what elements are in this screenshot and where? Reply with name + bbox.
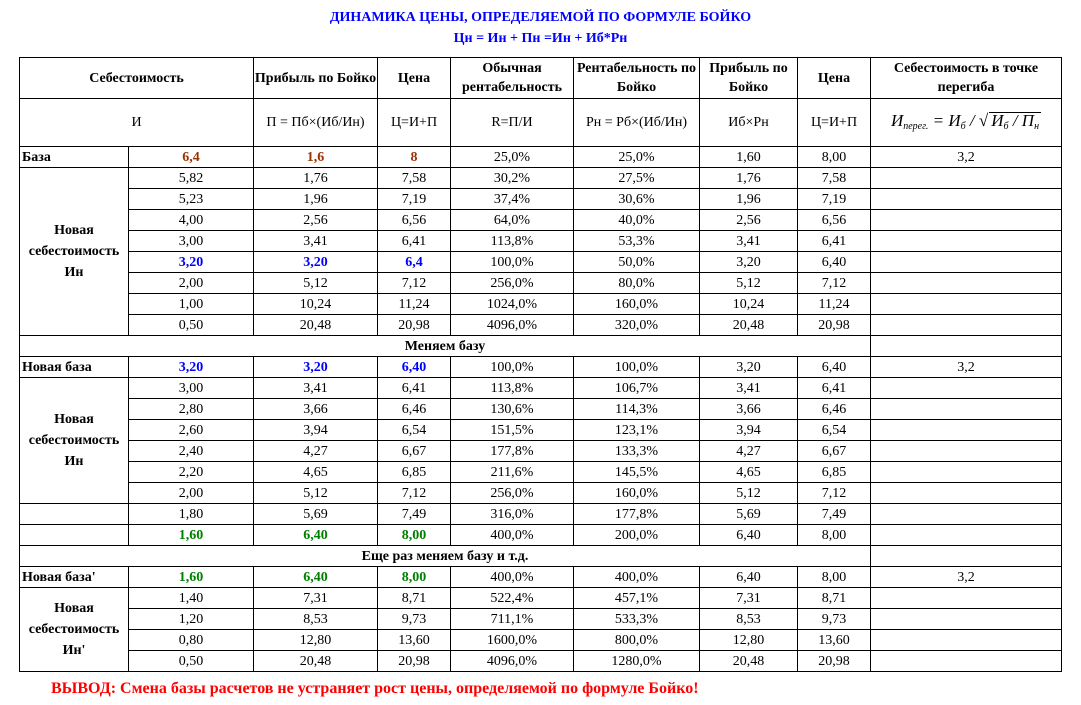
cell-price-2: 6,56 [798,210,871,231]
cell-usual-r: 711,1% [451,609,574,630]
cell-price-2: 6,40 [798,252,871,273]
cell-boyko-r: 40,0% [574,210,700,231]
cell-profit: 6,40 [254,567,378,588]
cell-profit: 3,20 [254,357,378,378]
cell-price-2: 6,46 [798,399,871,420]
group-label: Новая себестоимость Ин' [20,588,129,672]
data-row [20,588,1062,609]
cell-price-2: 9,73 [798,609,871,630]
cell-profit: 12,80 [254,630,378,651]
cell-price: 7,12 [378,483,451,504]
formula-profitability-boyko: Рн = Рб×(Иб/Ин) [574,99,700,147]
section-change-again [20,546,1062,567]
data-row [20,441,1062,462]
group-label: Новая себестоимость Ин [20,168,129,336]
section-gap [871,336,1062,357]
data-row [20,420,1062,441]
base-row [20,357,1062,378]
data-row [20,252,1062,273]
section-gap [871,546,1062,567]
cell-profit: 3,94 [254,420,378,441]
cell-inflection-empty [871,210,1062,231]
cell-price: 6,41 [378,231,451,252]
section-change-base [20,336,1062,357]
cell-price-2: 20,98 [798,315,871,336]
cell-cost: 3,20 [129,357,254,378]
cell-cost: 4,00 [129,210,254,231]
cell-profit: 2,56 [254,210,378,231]
cell-price: 20,98 [378,315,451,336]
cell-cost: 3,00 [129,378,254,399]
cell-cost: 1,60 [129,525,254,546]
cell-inflection-empty [871,609,1062,630]
cell-usual-r: 4096,0% [451,315,574,336]
cell-boyko-r: 160,0% [574,294,700,315]
cell-profit: 1,6 [254,147,378,168]
cell-profit-2: 8,53 [700,609,798,630]
cell-usual-r: 25,0% [451,147,574,168]
cell-cost: 2,60 [129,420,254,441]
data-row [20,609,1062,630]
cell-price: 13,60 [378,630,451,651]
cell-cost: 1,20 [129,609,254,630]
cell-profit-2: 3,41 [700,231,798,252]
cell-profit-2: 3,66 [700,399,798,420]
cell-inflection-empty [871,252,1062,273]
cell-profit-2: 5,12 [700,483,798,504]
cell-boyko-r: 114,3% [574,399,700,420]
cell-cost: 0,80 [129,630,254,651]
cell-profit-2: 10,24 [700,294,798,315]
cell-boyko-r: 50,0% [574,252,700,273]
cell-price: 6,46 [378,399,451,420]
group-label: Новая себестоимость Ин [20,378,129,504]
cell-boyko-r: 400,0% [574,567,700,588]
cell-cost: 1,00 [129,294,254,315]
cell-inflection-empty [871,168,1062,189]
cell-price: 11,24 [378,294,451,315]
cell-price: 7,49 [378,504,451,525]
cell-inflection-empty [871,441,1062,462]
cell-cost: 0,50 [129,315,254,336]
cell-boyko-r: 800,0% [574,630,700,651]
cell-usual-r: 100,0% [451,357,574,378]
cell-usual-r: 400,0% [451,525,574,546]
cell-boyko-r: 100,0% [574,357,700,378]
data-row [20,378,1062,399]
cell-boyko-r: 27,5% [574,168,700,189]
cell-price: 6,4 [378,252,451,273]
cell-price: 20,98 [378,651,451,672]
cell-price: 8 [378,147,451,168]
cell-price-2: 6,41 [798,378,871,399]
cell-price: 6,41 [378,378,451,399]
cell-cost: 5,23 [129,189,254,210]
cell-price-2: 6,67 [798,441,871,462]
cell-usual-r: 211,6% [451,462,574,483]
cell-inflection-empty [871,420,1062,441]
cell-profit-2: 20,48 [700,315,798,336]
formula-inflection-cost [871,99,1062,147]
formula-usual-profitability: R=П/И [451,99,574,147]
cell-price: 7,58 [378,168,451,189]
page-subtitle-formula: Цн = Ин + Пн =Ин + Иб*Рн [453,31,628,46]
formula-cost: И [20,99,254,147]
inflection-formula: $И_{перег.} = И_б$ / √ $И_б / П_н$ [890,110,1040,132]
cell-price: 8,00 [378,567,451,588]
data-row [20,525,1062,546]
header-inflection-cost: Себестоимость в точке перегиба [871,58,1062,99]
data-row [20,630,1062,651]
cell-inflection-empty [871,189,1062,210]
cell-profit-2: 3,41 [700,378,798,399]
cell-boyko-r: 80,0% [574,273,700,294]
cell-inflection-empty [871,231,1062,252]
cell-boyko-r: 457,1% [574,588,700,609]
base-label: База [20,147,129,168]
cell-profit: 4,65 [254,462,378,483]
cell-profit: 7,31 [254,588,378,609]
cell-usual-r: 130,6% [451,399,574,420]
cell-usual-r: 30,2% [451,168,574,189]
cell-price-2: 8,00 [798,525,871,546]
cell-profit: 20,48 [254,315,378,336]
cell-profit-2: 3,20 [700,357,798,378]
header-row-titles [20,58,1062,99]
cell-usual-r: 64,0% [451,210,574,231]
cell-usual-r: 4096,0% [451,651,574,672]
cell-inflection-empty [871,588,1062,609]
price-dynamics-table [19,57,1062,672]
cell-price: 6,85 [378,462,451,483]
header-profit-boyko: Прибыль по Бойко [254,58,378,99]
cell-price-2: 11,24 [798,294,871,315]
cell-profit: 1,76 [254,168,378,189]
cell-boyko-r: 25,0% [574,147,700,168]
cell-usual-r: 316,0% [451,504,574,525]
cell-inflection-empty [871,651,1062,672]
cell-inflection-empty [871,525,1062,546]
cell-price-2: 8,00 [798,147,871,168]
cell-cost: 3,00 [129,231,254,252]
cell-cost: 2,40 [129,441,254,462]
cell-cost: 3,20 [129,252,254,273]
cell-profit: 6,40 [254,525,378,546]
section-title: Меняем базу [20,336,871,357]
cell-price-2: 6,41 [798,231,871,252]
cell-usual-r: 1600,0% [451,630,574,651]
cell-cost: 2,00 [129,273,254,294]
cell-profit: 10,24 [254,294,378,315]
group-label-empty [20,504,129,525]
cell-cost: 1,40 [129,588,254,609]
cell-usual-r: 113,8% [451,378,574,399]
header-price: Цена [378,58,451,99]
cell-boyko-r: 123,1% [574,420,700,441]
header-profitability-boyko: Рентабельность по Бойко [574,58,700,99]
cell-profit-2: 12,80 [700,630,798,651]
cell-profit: 20,48 [254,651,378,672]
cell-price-2: 13,60 [798,630,871,651]
cell-profit-2: 3,94 [700,420,798,441]
formula-price-2: Ц=И+П [798,99,871,147]
cell-profit-2: 5,12 [700,273,798,294]
cell-profit: 5,12 [254,273,378,294]
cell-profit-2: 6,40 [700,567,798,588]
header-cost: Себестоимость [20,58,254,99]
cell-inflection: 3,2 [871,567,1062,588]
base-row [20,147,1062,168]
cell-cost: 2,00 [129,483,254,504]
cell-price-2: 7,19 [798,189,871,210]
data-row [20,210,1062,231]
data-row [20,483,1062,504]
cell-price-2: 7,12 [798,483,871,504]
cell-cost: 0,50 [129,651,254,672]
cell-profit: 5,12 [254,483,378,504]
cell-boyko-r: 53,3% [574,231,700,252]
cell-profit: 3,20 [254,252,378,273]
cell-profit-2: 4,27 [700,441,798,462]
cell-cost: 2,80 [129,399,254,420]
cell-usual-r: 1024,0% [451,294,574,315]
cell-profit: 4,27 [254,441,378,462]
cell-price: 6,54 [378,420,451,441]
cell-cost: 1,80 [129,504,254,525]
cell-inflection-empty [871,504,1062,525]
cell-profit-2: 5,69 [700,504,798,525]
cell-price: 8,00 [378,525,451,546]
cell-price-2: 6,54 [798,420,871,441]
cell-price-2: 8,00 [798,567,871,588]
cell-price-2: 6,85 [798,462,871,483]
cell-profit: 5,69 [254,504,378,525]
cell-price: 6,40 [378,357,451,378]
cell-inflection-empty [871,630,1062,651]
cell-boyko-r: 30,6% [574,189,700,210]
cell-boyko-r: 133,3% [574,441,700,462]
cell-boyko-r: 160,0% [574,483,700,504]
formula-profit: П = Пб×(Иб/Ин) [254,99,378,147]
header-usual-profitability: Обычная рентабельность [451,58,574,99]
data-row [20,294,1062,315]
cell-cost: 6,4 [129,147,254,168]
cell-inflection-empty [871,399,1062,420]
data-row [20,651,1062,672]
data-row [20,273,1062,294]
cell-boyko-r: 320,0% [574,315,700,336]
formula-price: Ц=И+П [378,99,451,147]
cell-usual-r: 522,4% [451,588,574,609]
cell-profit-2: 1,76 [700,168,798,189]
header-price-2: Цена [798,58,871,99]
cell-usual-r: 37,4% [451,189,574,210]
cell-profit: 8,53 [254,609,378,630]
cell-price-2: 7,12 [798,273,871,294]
cell-usual-r: 151,5% [451,420,574,441]
conclusion-text: ВЫВОД: Смена базы расчетов не устраняет рост цены, определяемой по формуле Бойко! [51,680,699,697]
cell-usual-r: 256,0% [451,483,574,504]
cell-boyko-r: 106,7% [574,378,700,399]
cell-usual-r: 100,0% [451,252,574,273]
cell-price: 9,73 [378,609,451,630]
data-row [20,315,1062,336]
cell-cost: 2,20 [129,462,254,483]
cell-inflection-empty [871,483,1062,504]
cell-price: 6,56 [378,210,451,231]
cell-boyko-r: 200,0% [574,525,700,546]
cell-usual-r: 113,8% [451,231,574,252]
data-row [20,189,1062,210]
base-row [20,567,1062,588]
cell-profit: 3,66 [254,399,378,420]
data-row [20,399,1062,420]
cell-price: 8,71 [378,588,451,609]
data-row [20,168,1062,189]
cell-profit-2: 4,65 [700,462,798,483]
cell-price-2: 6,40 [798,357,871,378]
cell-usual-r: 400,0% [451,567,574,588]
cell-inflection-empty [871,315,1062,336]
section-title: Еще раз меняем базу и т.д. [20,546,871,567]
cell-inflection-empty [871,294,1062,315]
cell-profit: 1,96 [254,189,378,210]
cell-cost: 1,60 [129,567,254,588]
cell-profit: 3,41 [254,231,378,252]
cell-profit-2: 1,96 [700,189,798,210]
cell-boyko-r: 1280,0% [574,651,700,672]
group-label-empty [20,525,129,546]
cell-price: 7,12 [378,273,451,294]
base-label: Новая база' [20,567,129,588]
cell-inflection-empty [871,273,1062,294]
cell-inflection: 3,2 [871,147,1062,168]
data-row [20,504,1062,525]
cell-profit-2: 6,40 [700,525,798,546]
cell-price-2: 20,98 [798,651,871,672]
cell-profit-2: 2,56 [700,210,798,231]
cell-usual-r: 177,8% [451,441,574,462]
base-label: Новая база [20,357,129,378]
cell-inflection: 3,2 [871,357,1062,378]
cell-price: 6,67 [378,441,451,462]
cell-boyko-r: 177,8% [574,504,700,525]
header-profit-boyko-2: Прибыль по Бойко [700,58,798,99]
data-row [20,231,1062,252]
cell-inflection-empty [871,378,1062,399]
page-title: ДИНАМИКА ЦЕНЫ, ОПРЕДЕЛЯЕМОЙ ПО ФОРМУЛЕ БОЙКО [329,10,752,25]
cell-profit-2: 7,31 [700,588,798,609]
data-row [20,462,1062,483]
cell-boyko-r: 145,5% [574,462,700,483]
cell-price-2: 8,71 [798,588,871,609]
cell-profit-2: 1,60 [700,147,798,168]
header-row-formulas [20,99,1062,147]
cell-price: 7,19 [378,189,451,210]
formula-profit-boyko: Иб×Рн [700,99,798,147]
cell-profit-2: 3,20 [700,252,798,273]
cell-profit-2: 20,48 [700,651,798,672]
cell-boyko-r: 533,3% [574,609,700,630]
cell-profit: 3,41 [254,378,378,399]
cell-price-2: 7,58 [798,168,871,189]
cell-usual-r: 256,0% [451,273,574,294]
cell-price-2: 7,49 [798,504,871,525]
cell-cost: 5,82 [129,168,254,189]
cell-inflection-empty [871,462,1062,483]
